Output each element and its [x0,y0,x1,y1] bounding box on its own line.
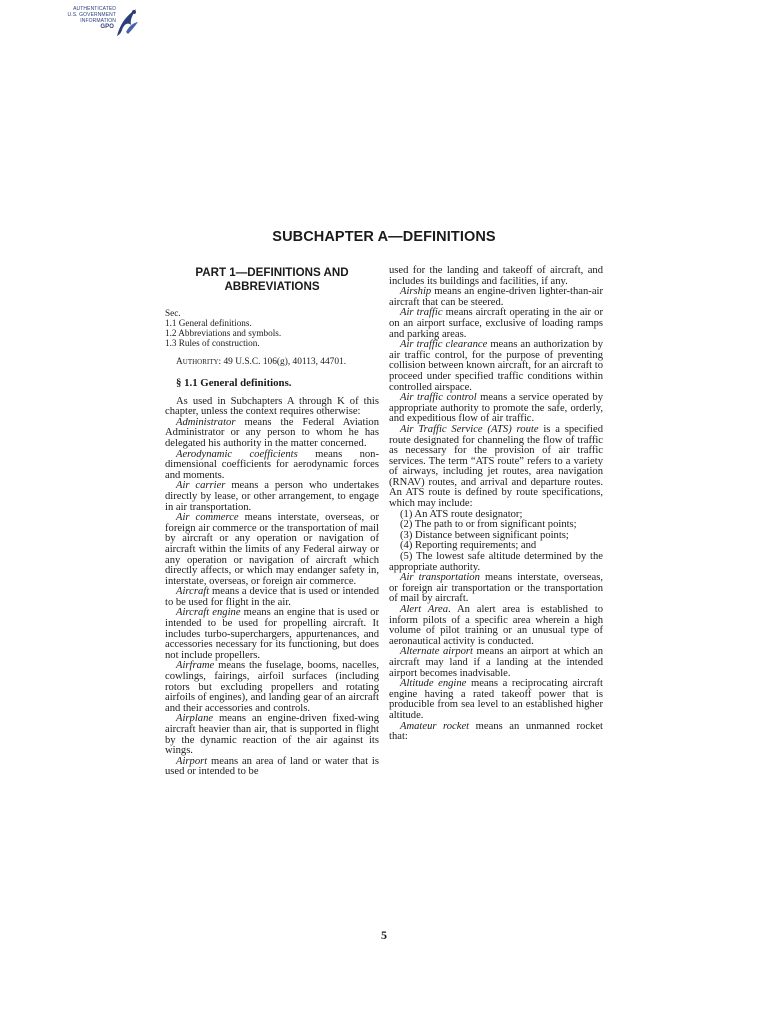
authority-line [165,357,379,367]
toc-entry [165,318,379,328]
definition-paragraph [165,587,379,608]
definition-text: means non-dimensional coefficients for aerodynamic forces and moments. [165,448,380,481]
authentication-seal [58,6,142,46]
definition-text: means a device that is used or intended to be used for flight in the air. [165,586,379,608]
definition-text: means interstate, overseas, or foreign air commerce or the transportation of mail by aircraft or any operation or navigation of aircraft within the limits of any Federal airway or any operation or navigation of aircraft which directly affects, or which may endanger safety in, interstate, overseas, or foreign air commerce. [165,512,379,587]
definition-term: Altitude engine [400,678,467,690]
definitions-right-continued [389,573,603,743]
definition-text: is a specified route designated for channeling the flow of traffic as necessary for the provision of air traffic services. The term “ATS route” refers to a variety of airways, including jet routes, area navigation (RNAV) routes, and arrival and departure routes. An ATS route is defined by route specifications, which may include: [389,423,603,510]
page-number: 5 [381,928,387,942]
definition-term: Air traffic control [400,392,477,404]
authority-label: Authority [176,357,219,367]
definition-term: Aircraft [176,586,210,598]
definition-paragraph [389,425,603,510]
eagle-icon [114,6,140,40]
subchapter-title: SUBCHAPTER A—DEFINITIONS [272,229,496,245]
definition-text: means the fuselage, booms, nacelles, cowlings, fairings, airfoil surfaces (including rotors but excluding propellers and rotating airfoils of engines), and landing gear of an aircraft and their accessories and controls. [165,660,379,714]
definition-paragraph [389,393,603,425]
definition-term: Airport [176,755,208,767]
definition-text: means an authorization by air traffic control, for the purpose of preventing collision between known aircraft, for an aircraft to proceed under specified traffic conditions within controlled airspace. [389,339,603,393]
definition-paragraph [389,647,603,679]
definition-term: Alternate airport [400,646,473,658]
definition-term: Airship [400,286,432,298]
seal-line: AUTHENTICATED [73,6,116,12]
definition-text: means the Federal Aviation Administrator or any person to whom he has delegated his authority in the matter concerned. [165,416,379,449]
definition-paragraph [165,608,379,661]
ats-list-item: (5) The lowest safe altitude determined by the appropriate authority. [389,551,603,573]
ats-list-item: (2) The path to or from significant points; [400,519,577,531]
definition-term: Air traffic [400,307,443,319]
definition-paragraph [165,661,379,714]
definition-term: Aircraft engine [176,607,241,619]
ats-list-item: (1) An ATS route designator; [400,508,523,520]
definition-term: Air carrier [176,480,226,492]
definition-text: means an engine-driven lighter-than-air aircraft that can be steered. [389,286,603,308]
toc-number: 1.3 [165,338,177,348]
section-heading: § 1.1 General definitions. [176,377,292,389]
definition-term: Administrator [176,416,236,428]
definition-term: Airframe [176,660,215,672]
definition-paragraph [165,714,379,756]
definition-term: Air transportation [400,572,480,584]
seal-line: INFORMATION [80,18,116,24]
left-column [165,266,379,778]
definition-term: Air commerce [176,512,239,524]
definition-term: Air traffic clearance [400,339,488,351]
part-title-line: PART 1—DEFINITIONS AND [195,266,349,279]
definition-paragraph [165,418,379,450]
definition-paragraph [389,605,603,647]
definition-term: Amateur rocket [400,720,470,732]
definition-paragraph [165,450,379,482]
ats-list-item: (4) Reporting requirements; and [400,540,537,552]
continuation-text: used for the landing and takeoff of aircraft, and includes its buildings and facilities, if any. [389,265,603,287]
definition-text: means a person who undertakes directly by lease, or other arrangement, to engage in air transportation. [165,480,379,513]
definition-paragraph [389,722,603,743]
toc-title: General definitions. [178,318,252,328]
definitions-left [165,418,379,778]
definition-paragraph [165,757,379,778]
definition-paragraph [389,679,603,721]
authority-text: : 49 U.S.C. 106(g), 40113, 44701. [218,357,347,367]
section-intro: As used in Subchapters A through K of this chapter, unless the context requires otherwise: [165,395,379,418]
definition-text: means an unmanned rocket that: [389,720,603,743]
definition-text: . An alert area is established to inform pilots of a specific area wherein a high volume of pilot training or an unusual type of aeronautical activity is conducted. [389,604,603,647]
seal-gpo: GPO [100,24,114,30]
part-title [165,266,379,294]
definition-text: means a service operated by appropriate authority to promote the safe, orderly, and expeditious flow of air traffic. [389,392,603,425]
part-title-line: ABBREVIATIONS [224,280,320,293]
seal-line: U.S. GOVERNMENT [67,12,116,18]
definition-paragraph [389,340,603,393]
toc-entry [165,328,379,338]
toc-entry [165,338,379,348]
definition-paragraph [389,287,603,308]
definition-text: means a reciprocating aircraft engine having a rated takeoff power that is producible from sea level to an established higher altitude. [389,678,603,721]
definition-text: means an engine-driven fixed-wing aircraft heavier than air, that is supported in flight by the dynamic reaction of the air against its wings. [165,713,379,757]
ats-list-item: (3) Distance between significant points; [400,529,569,541]
toc-title: Rules of construction. [178,338,260,348]
seal-text [58,6,116,30]
definition-term: Alert Area [400,604,449,615]
definition-text: means an engine that is used or intended to be used for propelling aircraft. It includes turbo-superchargers, appurtenances, and accessories necessary for its functioning, but does not include propellers. [165,607,379,661]
toc-title: Abbreviations and symbols. [178,328,282,338]
right-column [389,266,603,743]
toc-sec-label: Sec. [165,308,181,318]
toc-list [165,318,379,348]
definition-text: means aircraft operating in the air or on an airport surface, exclusive of loading ramps and parking areas. [389,307,603,340]
definition-term: Aerodynamic coefficients [176,448,298,460]
definition-paragraph [165,481,379,513]
definition-text: means an airport at which an aircraft may land if a landing at the intended airport becomes inadvisable. [389,646,603,679]
definition-term: Air Traffic Service (ATS) route [400,423,539,435]
ats-route-list [389,510,603,574]
definitions-right [389,287,603,509]
definition-text: means interstate, overseas, or foreign air transportation or the transportation of mail by aircraft. [389,572,603,605]
definition-paragraph [165,513,379,587]
definition-term: Airplane [176,713,214,725]
toc-number: 1.1 [165,318,177,328]
definition-text: means an area of land or water that is used or intended to be [165,755,379,778]
definition-paragraph [389,308,603,340]
toc-number: 1.2 [165,328,177,338]
definition-paragraph [389,573,603,605]
